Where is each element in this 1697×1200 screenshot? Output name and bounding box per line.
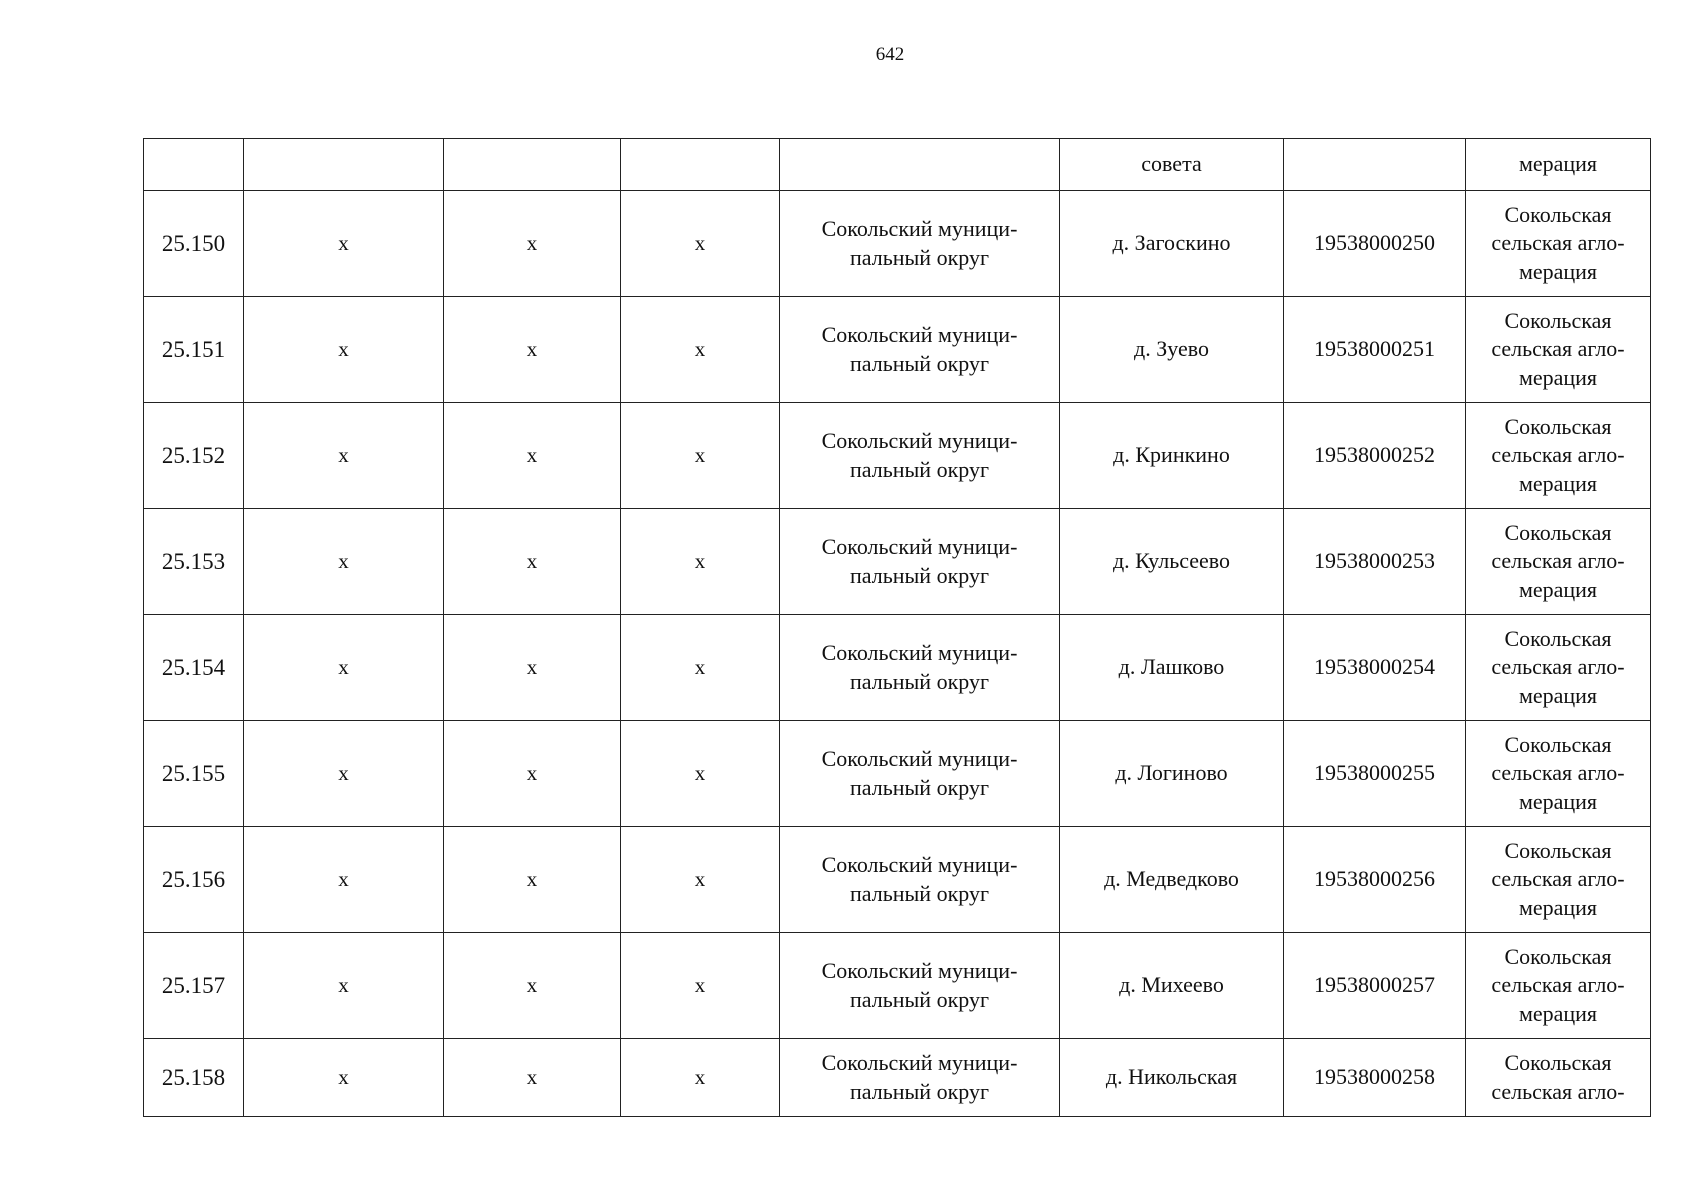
table-row (144, 191, 1651, 297)
mark-cell: х (244, 191, 444, 297)
settlement-cell: д. Зуево (1060, 297, 1284, 403)
mark-cell: х (621, 1039, 780, 1117)
table-row (144, 509, 1651, 615)
mark-cell: х (244, 721, 444, 827)
row-number-cell: 25.156 (144, 827, 244, 933)
row-number-cell: 25.152 (144, 403, 244, 509)
settlement-cell: д. Лашково (1060, 615, 1284, 721)
mark-cell: х (244, 933, 444, 1039)
header-cell (144, 139, 244, 191)
agglomeration-cell: Сокольская сельская агло-мерация (1466, 509, 1651, 615)
mark-cell: х (444, 509, 621, 615)
row-number-cell: 25.154 (144, 615, 244, 721)
table-row (144, 933, 1651, 1039)
oktmo-code-cell: 19538000257 (1284, 933, 1466, 1039)
oktmo-code-cell: 19538000250 (1284, 191, 1466, 297)
mark-cell: х (444, 1039, 621, 1117)
table-row (144, 615, 1651, 721)
row-number-cell: 25.158 (144, 1039, 244, 1117)
table-body (144, 139, 1651, 1117)
oktmo-code-cell: 19538000254 (1284, 615, 1466, 721)
header-cell (244, 139, 444, 191)
mark-cell: х (444, 403, 621, 509)
oktmo-code-cell: 19538000258 (1284, 1039, 1466, 1117)
table-row (144, 1039, 1651, 1117)
continuation-header-row (144, 139, 1651, 191)
mark-cell: х (444, 933, 621, 1039)
agglomeration-cell: Сокольская сельская агло-мерация (1466, 827, 1651, 933)
row-number-cell: 25.157 (144, 933, 244, 1039)
mark-cell: х (621, 509, 780, 615)
district-cell: Сокольский муници-пальный округ (780, 827, 1060, 933)
mark-cell: х (244, 1039, 444, 1117)
settlement-cell: д. Никольская (1060, 1039, 1284, 1117)
mark-cell: х (621, 297, 780, 403)
row-number-cell: 25.151 (144, 297, 244, 403)
settlement-cell: д. Логиново (1060, 721, 1284, 827)
district-cell: Сокольский муници-пальный округ (780, 509, 1060, 615)
table-row (144, 403, 1651, 509)
agglomeration-cell: Сокольская сельская агло-мерация (1466, 933, 1651, 1039)
mark-cell: х (621, 827, 780, 933)
oktmo-code-cell: 19538000253 (1284, 509, 1466, 615)
district-cell: Сокольский муници-пальный округ (780, 721, 1060, 827)
mark-cell: х (621, 615, 780, 721)
settlements-table (143, 138, 1651, 1117)
mark-cell: х (444, 827, 621, 933)
mark-cell: х (444, 191, 621, 297)
settlement-cell: д. Кульсеево (1060, 509, 1284, 615)
agglomeration-cell: Сокольская сельская агло-мерация (1466, 615, 1651, 721)
oktmo-code-cell: 19538000252 (1284, 403, 1466, 509)
district-cell: Сокольский муници-пальный округ (780, 933, 1060, 1039)
mark-cell: х (621, 403, 780, 509)
oktmo-code-cell: 19538000255 (1284, 721, 1466, 827)
settlement-cell: д. Загоскино (1060, 191, 1284, 297)
oktmo-code-cell: 19538000256 (1284, 827, 1466, 933)
mark-cell: х (444, 615, 621, 721)
header-cell (621, 139, 780, 191)
agglomeration-cell: Сокольская сельская агло-мерация (1466, 721, 1651, 827)
header-cell (444, 139, 621, 191)
header-cell: совета (1060, 139, 1284, 191)
header-cell (1284, 139, 1466, 191)
table-row (144, 827, 1651, 933)
table-row (144, 721, 1651, 827)
mark-cell: х (244, 509, 444, 615)
district-cell: Сокольский муници-пальный округ (780, 1039, 1060, 1117)
agglomeration-cell: Сокольская сельская агло-мерация (1466, 191, 1651, 297)
mark-cell: х (621, 721, 780, 827)
mark-cell: х (621, 191, 780, 297)
mark-cell: х (244, 403, 444, 509)
district-cell: Сокольский муници-пальный округ (780, 191, 1060, 297)
mark-cell: х (244, 827, 444, 933)
agglomeration-cell: Сокольская сельская агло-мерация (1466, 297, 1651, 403)
district-cell: Сокольский муници-пальный округ (780, 615, 1060, 721)
table-row (144, 297, 1651, 403)
mark-cell: х (244, 615, 444, 721)
mark-cell: х (244, 297, 444, 403)
header-cell: мерация (1466, 139, 1651, 191)
agglomeration-cell: Сокольская сельская агло- (1466, 1039, 1651, 1117)
district-cell: Сокольский муници-пальный округ (780, 403, 1060, 509)
mark-cell: х (444, 297, 621, 403)
oktmo-code-cell: 19538000251 (1284, 297, 1466, 403)
settlement-cell: д. Медведково (1060, 827, 1284, 933)
page-number: 642 (875, 44, 905, 65)
mark-cell: х (444, 721, 621, 827)
settlement-cell: д. Михеево (1060, 933, 1284, 1039)
agglomeration-cell: Сокольская сельская агло-мерация (1466, 403, 1651, 509)
row-number-cell: 25.153 (144, 509, 244, 615)
row-number-cell: 25.155 (144, 721, 244, 827)
mark-cell: х (621, 933, 780, 1039)
district-cell: Сокольский муници-пальный округ (780, 297, 1060, 403)
row-number-cell: 25.150 (144, 191, 244, 297)
settlement-cell: д. Кринкино (1060, 403, 1284, 509)
header-cell (780, 139, 1060, 191)
